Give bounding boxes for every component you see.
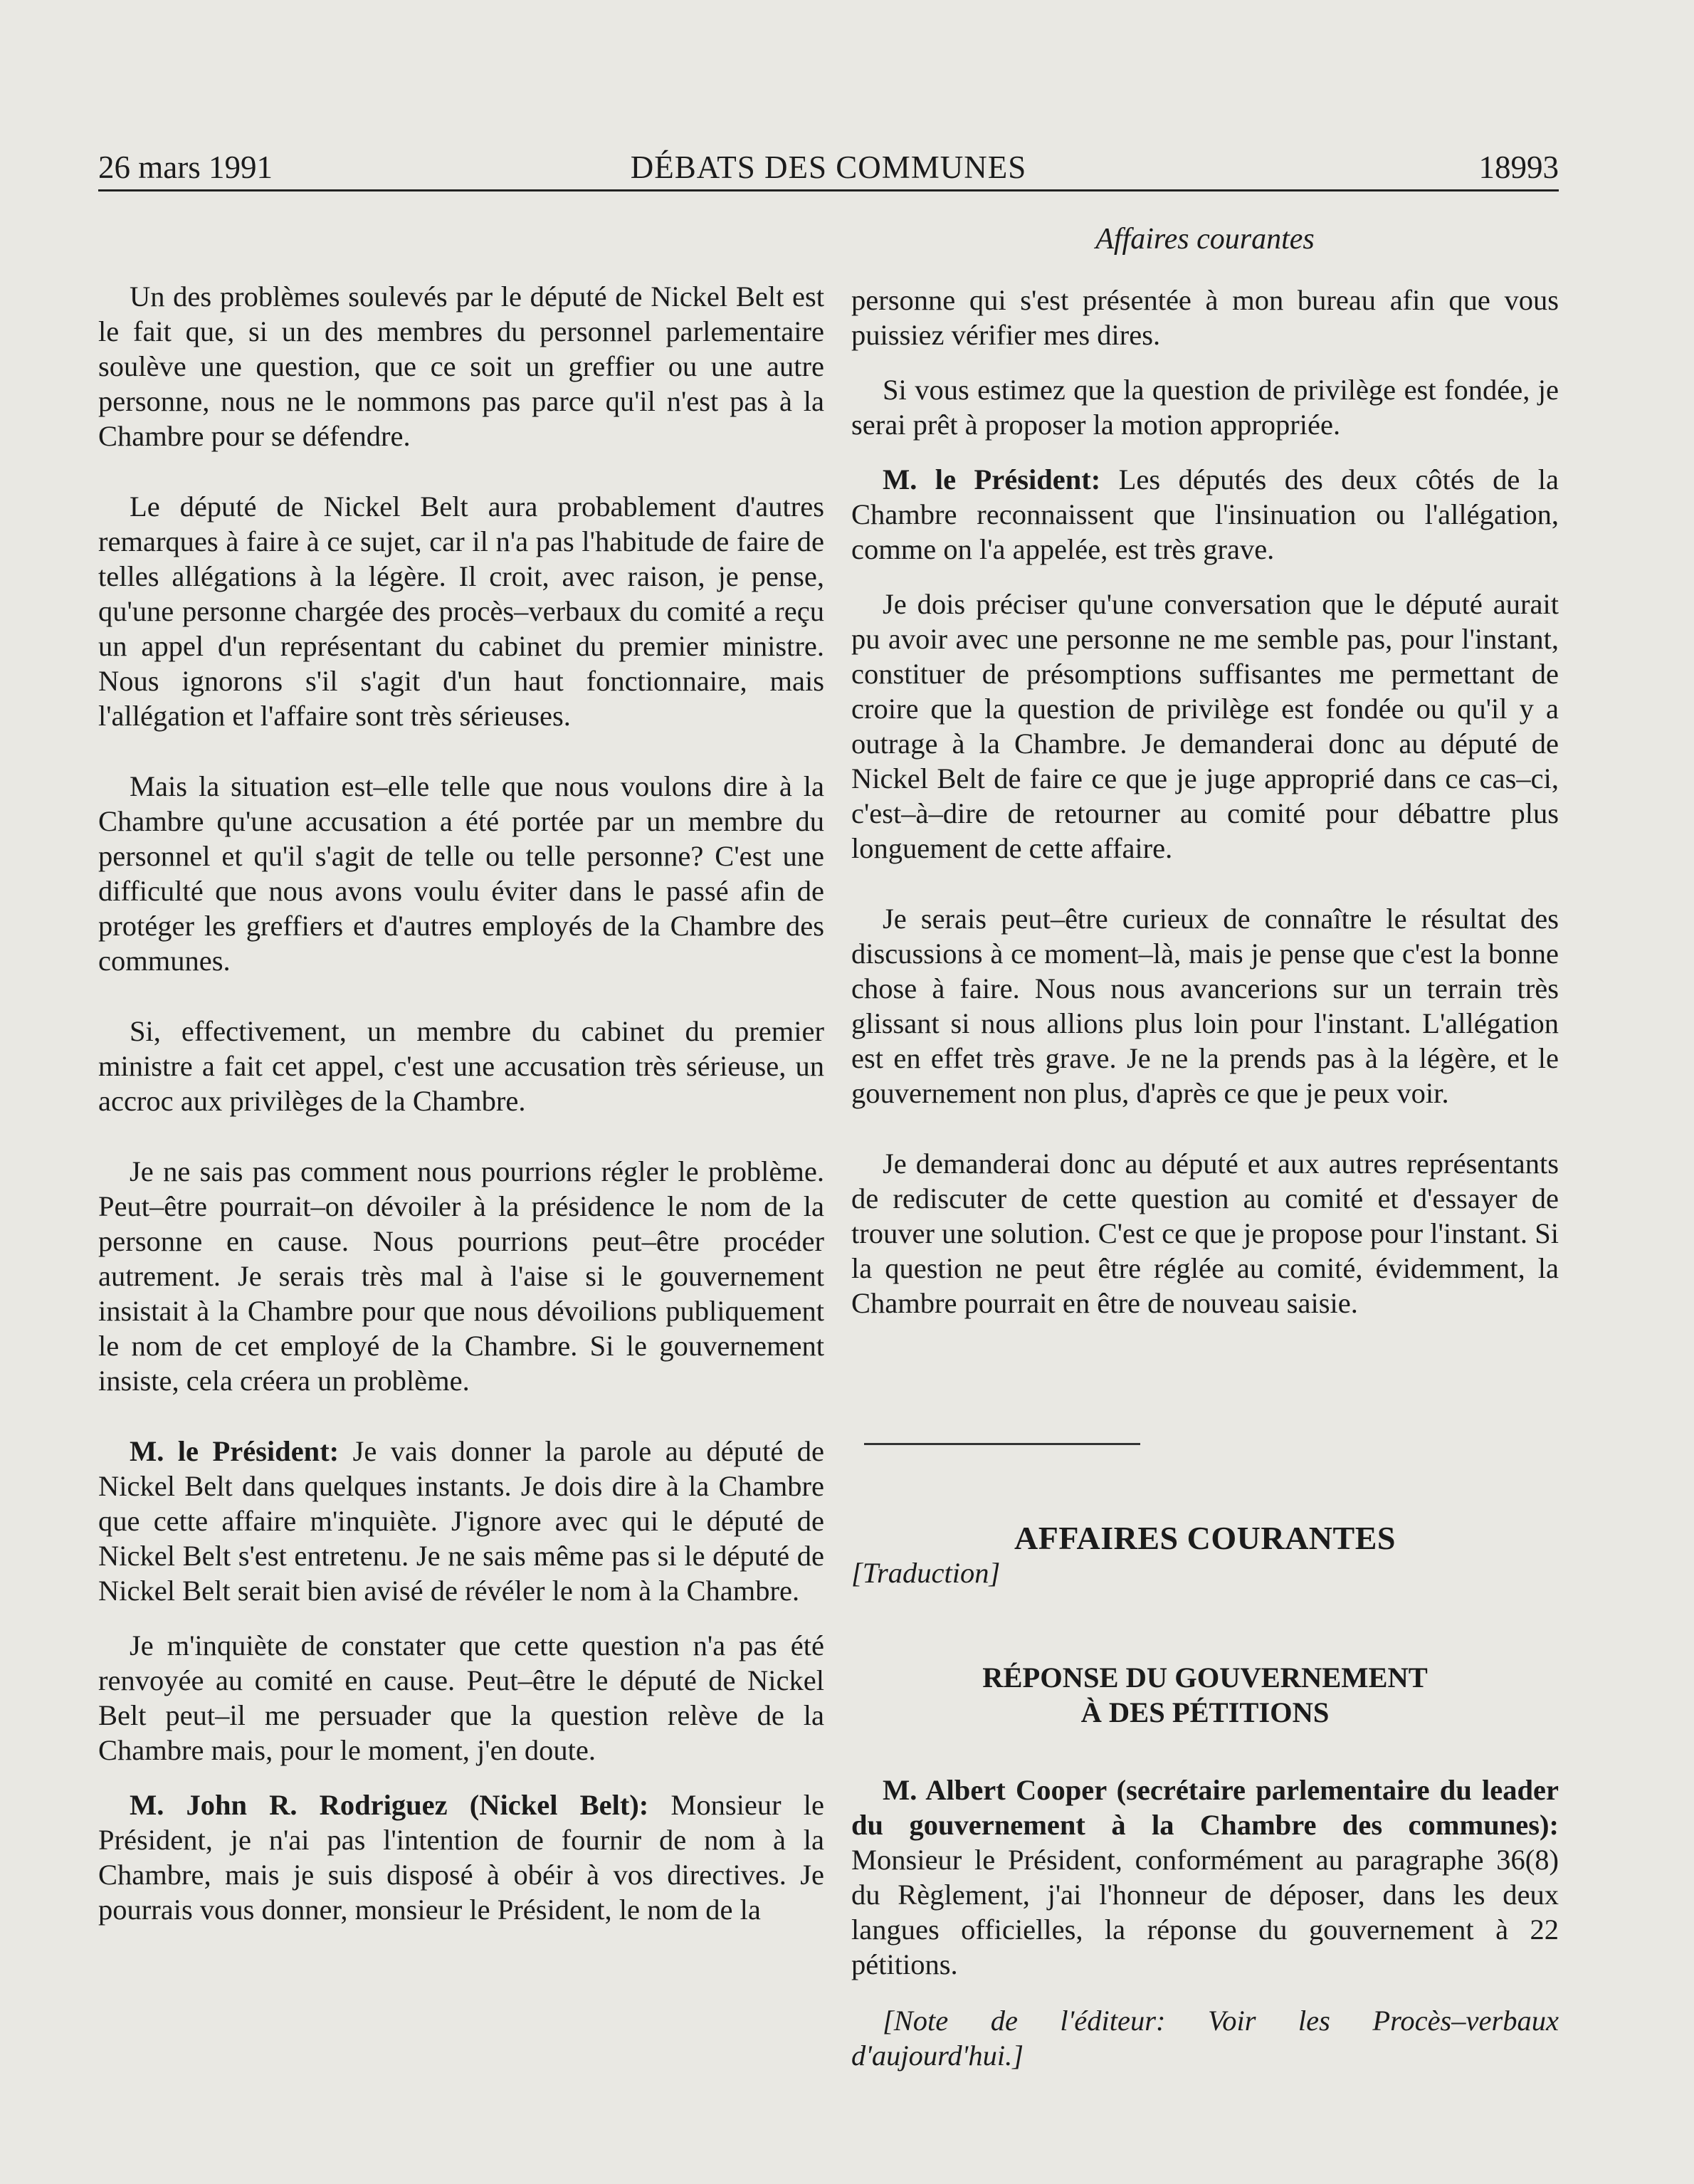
speaker-name: M. Albert Cooper (secrétaire parlementaire du leader du gouvernement à la Chambre des communes):: [851, 1774, 1559, 1841]
subsection-heading-line: RÉPONSE DU GOUVERNEMENT: [982, 1661, 1428, 1694]
speech-paragraph: [851, 462, 1559, 567]
paragraph: Je dois préciser qu'une conversation que le député aurait pu avoir avec une personne ne me semble pas, pour l'instant, constituer de présomptions suffisantes me permettant de croire que la question de privilège est fondée ou qu'il y a outrage à la Chambre. Je demanderai donc au député de Nickel Belt de faire ce que je juge approprié dans ce cas–ci, c'est–à–dire de retourner au comité pour débattre plus longuement de cette affaire.: [851, 588, 1559, 864]
header-title: DÉBATS DES COMMUNES: [630, 149, 1027, 185]
speaker-name: M. le Président:: [130, 1435, 340, 1467]
paragraph: personne qui s'est présentée à mon bureau afin que vous puissiez vérifier mes dires.: [851, 284, 1559, 351]
subsection-heading: [851, 1660, 1559, 1730]
section-label: Affaires courantes: [1095, 223, 1315, 256]
header-date: 26 mars 1991: [98, 149, 273, 185]
speaker-name: M. John R. Rodriguez (Nickel Belt):: [130, 1789, 649, 1821]
editor-note: [Note de l'éditeur: Voir les Procès–verbaux d'aujourd'hui.]: [851, 2005, 1559, 2072]
speech-text: Les députés des deux côtés de la Chambre reconnaissent que l'insinuation ou l'allégation, comme on l'a appelée, est très grave.: [851, 463, 1559, 565]
paragraph: Je m'inquiète de constater que cette question n'a pas été renvoyée au comité en cause. Peut–être le député de Nickel Belt peut–il me persuader que la question relève de la Chambre mais, pour le moment, j'en doute.: [98, 1629, 824, 1766]
left-column: [98, 279, 824, 1927]
speech-paragraph: [98, 1787, 824, 1927]
section-divider: [864, 1443, 1140, 1445]
speech-paragraph: [851, 1773, 1559, 1982]
header-page-number: 18993: [1478, 149, 1559, 185]
translation-label: [Traduction]: [851, 1557, 1001, 1589]
speech-text: Monsieur le Président, conformément au paragraphe 36(8) du Règlement, j'ai l'honneur de déposer, dans les deux langues officielles, la réponse du gouvernement à 22 pétitions.: [851, 1844, 1559, 1980]
right-column: [851, 283, 1559, 2073]
paragraph: Un des problèmes soulevés par le député de Nickel Belt est le fait que, si un des membres du personnel parlementaire soulève une question, que ce soit un greffier ou une autre personne, nous ne le nommons pas parce qu'il n'est pas à la Chambre pour se défendre.: [98, 280, 824, 452]
subsection-heading-line: À DES PÉTITIONS: [1080, 1696, 1330, 1728]
speech-text: Je vais donner la parole au député de Nickel Belt dans quelques instants. Je dois dire à la Chambre que cette affaire m'inquiète. J'ignore avec qui le député de Nickel Belt s'est entretenu. Je ne sais même pas si le député de Nickel Belt serait bien avisé de révéler le nom à la Chambre.: [98, 1435, 824, 1607]
paragraph: Je demanderai donc au député et aux autres représentants de rediscuter de cette question au comité et d'essayer de trouver une solution. C'est ce que je propose pour l'instant. Si la question ne peut être réglée au comité, évidemment, la Chambre pourrait en être de nouveau saisie.: [851, 1148, 1559, 1319]
translation-marker: [851, 1555, 1559, 1590]
section-heading: AFFAIRES COURANTES: [1014, 1520, 1396, 1556]
speech-paragraph: [98, 1434, 824, 1608]
page-header: [98, 147, 1559, 191]
paragraph: Le député de Nickel Belt aura probablement d'autres remarques à faire à ce sujet, car il n'a pas l'habitude de faire de telles allégations à la légère. Il croit, avec raison, je pense, qu'une personne chargée des procès–verbaux du comité a reçu un appel d'un représentant du cabinet du premier ministre. Nous ignorons s'il s'agit d'un haut fonctionnaire, mais l'allégation et l'affaire sont très sérieuses.: [98, 490, 824, 732]
paragraph: Si vous estimez que la question de privilège est fondée, je serai prêt à proposer la motion appropriée.: [851, 374, 1559, 441]
paragraph: Je ne sais pas comment nous pourrions régler le problème. Peut–être pourrait–on dévoiler à la présidence le nom de la personne en cause. Nous pourrions peut–être procéder autrement. Je serais très mal à l'aise si le gouvernement insistait à la Chambre pour que nous dévoilions publiquement le nom de cet employé de la Chambre. Si le gouvernement insiste, cela créera un problème.: [98, 1155, 824, 1397]
speech-text: Monsieur le Président, je n'ai pas l'intention de fournir de nom à la Chambre, mais je suis disposé à obéir à vos directives. Je pourrais vous donner, monsieur le Président, le nom de la: [98, 1789, 824, 1926]
paragraph: Mais la situation est–elle telle que nous voulons dire à la Chambre qu'une accusation a été portée par un membre du personnel et qu'il s'agit de telle ou telle personne? C'est une difficulté que nous avons voulu éviter dans le passé afin de protéger les greffiers et d'autres employés de la Chambre des communes.: [98, 770, 824, 977]
paragraph: Si, effectivement, un membre du cabinet du premier ministre a fait cet appel, c'est une accusation très sérieuse, un accroc aux privilèges de la Chambre.: [98, 1015, 824, 1117]
speaker-name: M. le Président:: [883, 463, 1101, 495]
paragraph: Je serais peut–être curieux de connaître le résultat des discussions à ce moment–là, mais je pense que c'est la bonne chose à faire. Nous nous avancerions sur un terrain très glissant si nous allions plus loin pour l'instant. L'allégation est en effet très grave. Je ne la prends pas à la légère, et le gouvernement non plus, d'après ce que je peux voir.: [851, 903, 1559, 1109]
